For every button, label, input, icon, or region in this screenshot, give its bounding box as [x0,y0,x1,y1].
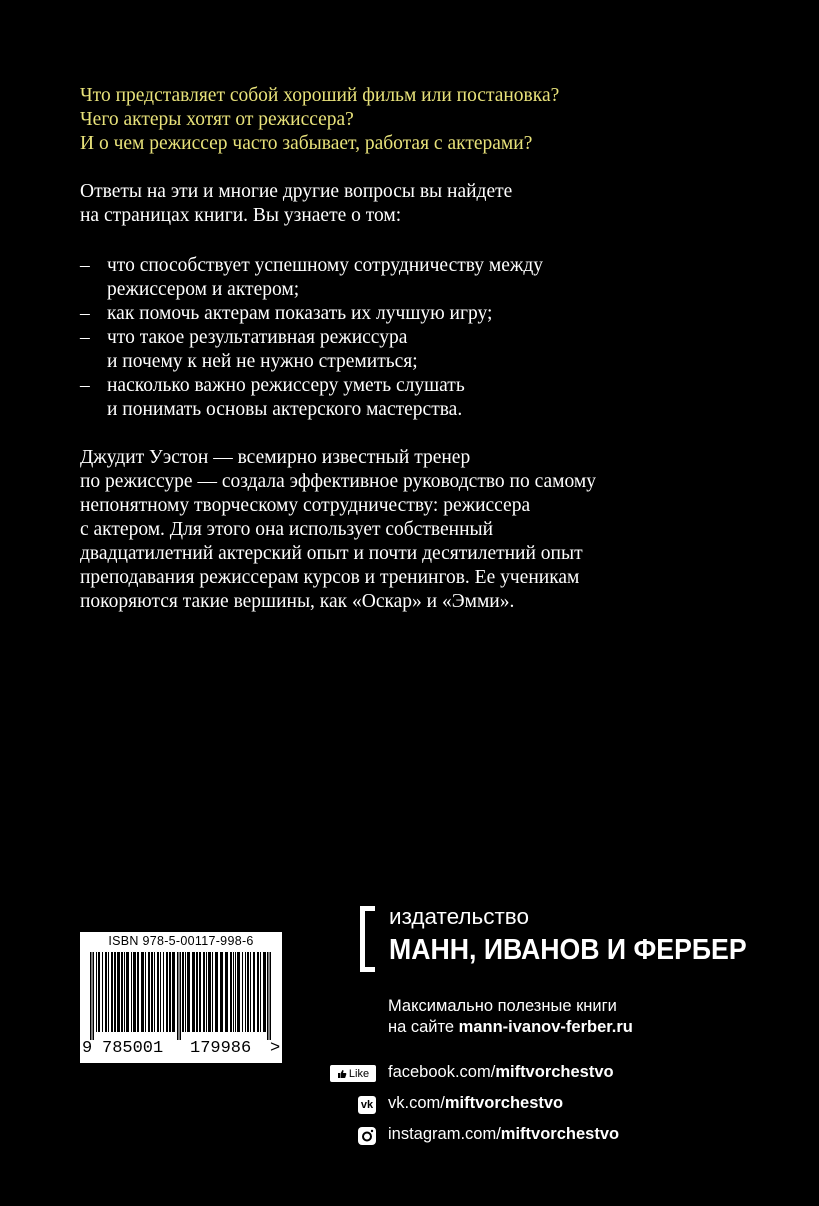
barcode-digits-right: 179986 [190,1039,252,1058]
bullet-list [80,254,543,422]
barcode-digit-end: > [270,1039,281,1058]
isbn-label: ISBN 978-5-00117-998-6 [108,934,254,948]
facebook-handle: miftvorchestvo [495,1063,614,1081]
bio-line: двадцатилетний актерский опыт и почти десятилетний опыт [80,543,583,564]
bullet-dash: – [80,327,90,348]
question-line: Что представляет собой хороший фильм или постановка? [80,85,560,106]
bio-line: непонятному творческому сотрудничеству: режиссера [80,495,531,516]
barcode-bars [90,952,272,1040]
question-line: И о чем режиссер часто забывает, работая с актерами? [80,133,533,154]
bullet-item: – насколько важно режиссеру уметь слушать [80,375,465,396]
intro-line: Ответы на эти и многие другие вопросы вы найдете [80,181,513,202]
question-line: Чего актеры хотят от режиссера? [80,109,354,130]
bio-line: Джудит Уэстон — всемирно известный тренер [80,447,471,468]
bullet-item: – что способствует успешному сотрудничеству между [80,255,544,276]
bullet-dash: – [80,303,90,324]
bio-line: преподавания режиссерам курсов и тренингов. Ее ученикам [80,567,580,588]
intro-paragraph [80,180,512,228]
vk-icon: vk [358,1096,376,1114]
bullet-item-continued: и понимать основы актерского мастерства. [107,399,463,420]
barcode-digits-left: 785001 [102,1039,164,1058]
instagram-icon [358,1127,376,1145]
question-block [80,84,559,156]
bullet-item: – как помочь актерам показать их лучшую игру; [80,303,493,324]
bullet-item-continued: режиссером и актером; [107,279,300,300]
publisher-site-link: mann-ivanov-ferber.ru [458,1018,633,1036]
bullet-item-continued: и почему к ней не нужно стремиться; [107,351,418,372]
bio-line: с актером. Для этого она использует собственный [80,519,494,540]
publisher-name: МАНН, ИВАНОВ И ФЕРБЕР [389,934,747,966]
isbn-barcode [80,932,282,1063]
publisher-tagline: Максимально полезные книги на сайте mann-ivanov-ferber.ru [388,997,633,1036]
publisher-label: издательство [389,904,529,929]
publisher-bracket-logo [360,906,375,972]
instagram-handle: miftvorchestvo [500,1125,620,1143]
bullet-item: – что такое результативная режиссура [80,327,408,348]
bullet-dash: – [80,255,90,276]
barcode-digit-first: 9 [82,1039,93,1058]
intro-line: на страницах книги. Вы узнаете о том: [80,205,402,226]
bio-line: по режиссуре — создала эффективное руководство по самому [80,471,596,492]
bullet-dash: – [80,375,90,396]
thumbs-up-icon: Like [330,1065,376,1082]
thumbs-up-icon [337,1069,347,1079]
bio-line: покоряются такие вершины, как «Оскар» и «Эмми». [80,591,515,612]
vk-handle: miftvorchestvo [444,1094,564,1112]
author-bio [80,446,596,614]
